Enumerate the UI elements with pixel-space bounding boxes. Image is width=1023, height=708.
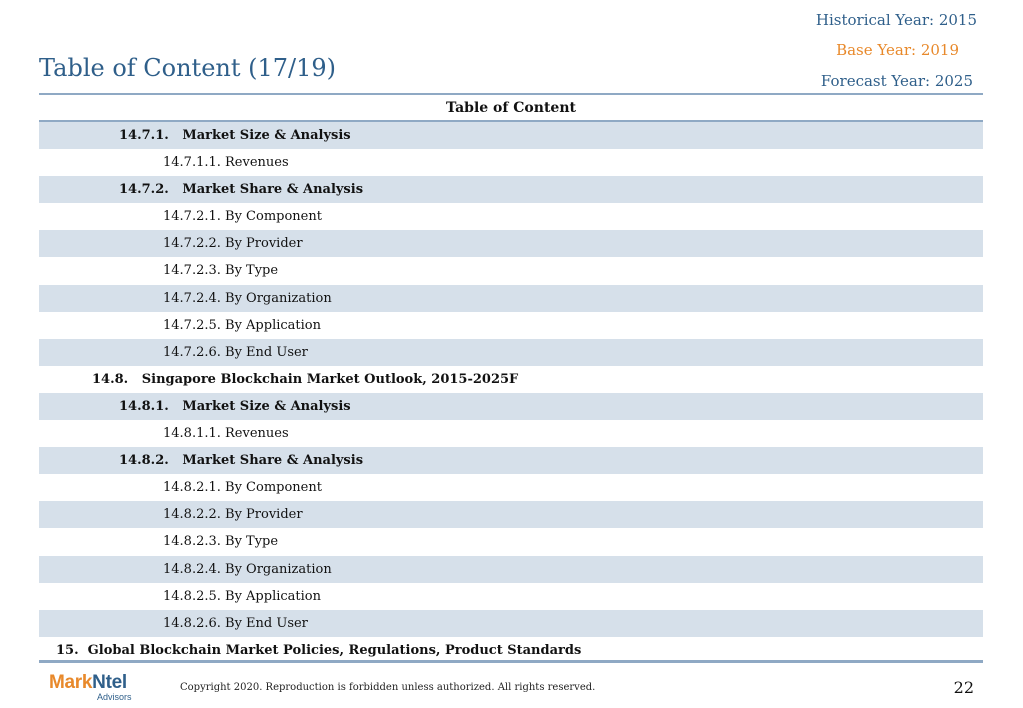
page-title: Table of Content (17/19) (39, 54, 337, 82)
toc-row: 15. Global Blockchain Market Policies, Regulations, Product Standards (56, 642, 582, 658)
toc-row: 14.7.2.6. By End User (39, 339, 983, 366)
toc-row: 14.8.2.1. By Component (163, 480, 322, 496)
toc-row: 14.8.2.6. By End User (39, 610, 983, 637)
toc-row: 14.8.2.2. By Provider (39, 501, 983, 528)
forecast-year: Forecast Year: 2025 (820, 72, 973, 90)
toc-table (39, 122, 983, 664)
base-year: Base Year: 2019 (836, 41, 959, 59)
page-number: 22 (953, 678, 974, 697)
toc-row: 14.8.2.3. By Type (163, 534, 279, 550)
table-heading: Table of Content (39, 96, 983, 122)
footer-divider (39, 660, 983, 663)
logo-ntel-text: Ntel (92, 672, 127, 693)
logo-subtitle: Advisors (97, 692, 132, 702)
toc-row: 14.8. Singapore Blockchain Market Outlook, 2015-2025F (92, 371, 519, 387)
toc-row: 14.7.2. Market Share & Analysis (39, 176, 983, 203)
toc-row: 14.8.1.1. Revenues (163, 426, 289, 442)
toc-row: 14.7.1.1. Revenues (163, 155, 289, 171)
toc-row: 14.8.2.4. By Organization (39, 556, 983, 583)
logo-mark-text: Mark (49, 672, 93, 693)
toc-row: 14.7.1. Market Size & Analysis (39, 122, 983, 149)
toc-row: 14.7.2.3. By Type (163, 263, 279, 279)
toc-row: 14.7.2.5. By Application (163, 317, 322, 333)
company-logo (49, 672, 132, 702)
copyright-notice: Copyright 2020. Reproduction is forbidden unless authorized. All rights reserved. (180, 682, 596, 693)
toc-row: 14.8.1. Market Size & Analysis (39, 393, 983, 420)
toc-row: 14.7.2.1. By Component (163, 209, 322, 225)
toc-row: 14.8.2. Market Share & Analysis (39, 447, 983, 474)
toc-row: 14.7.2.4. By Organization (39, 285, 983, 312)
header-divider (39, 93, 983, 95)
toc-row: 14.7.2.2. By Provider (39, 230, 983, 257)
toc-row: 14.8.2.5. By Application (163, 588, 322, 604)
historical-year: Historical Year: 2015 (815, 11, 977, 29)
